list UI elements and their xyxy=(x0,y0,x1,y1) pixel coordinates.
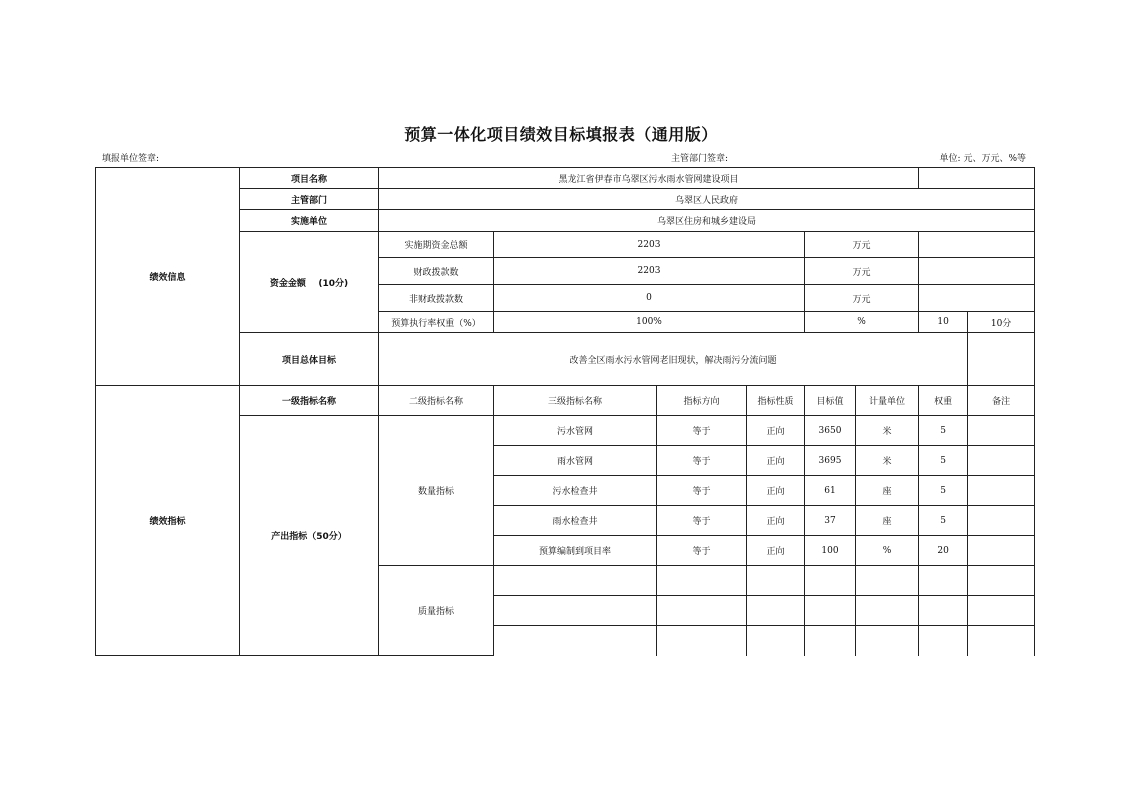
indicator-target: 3695 xyxy=(805,446,856,476)
indicator-direction: 等于 xyxy=(657,476,747,506)
fund-extra xyxy=(919,258,1035,285)
empty-cell xyxy=(747,596,805,626)
indicator-nature: 正向 xyxy=(747,506,805,536)
empty-cell xyxy=(856,596,919,626)
fund-label: 实施期资金总额 xyxy=(379,232,494,258)
header-unit: 计量单位 xyxy=(856,386,919,416)
info-section-label: 绩效信息 xyxy=(96,168,240,386)
empty-cell xyxy=(747,626,805,656)
dept-label: 主管部门 xyxy=(240,189,379,210)
indicator-direction: 等于 xyxy=(657,416,747,446)
fund-unit: 万元 xyxy=(805,285,919,312)
indicators-section-label: 绩效指标 xyxy=(96,386,240,656)
indicator-remark xyxy=(968,476,1035,506)
indicator-unit: 米 xyxy=(856,446,919,476)
indicator-name: 雨水管网 xyxy=(494,446,657,476)
empty-cell xyxy=(968,596,1035,626)
indicator-weight: 5 xyxy=(919,446,968,476)
overall-goal-label: 项目总体目标 xyxy=(240,333,379,386)
indicator-unit: % xyxy=(856,536,919,566)
indicator-nature: 正向 xyxy=(747,536,805,566)
indicator-header-row xyxy=(96,386,1035,416)
empty-cell xyxy=(805,626,856,656)
header-remark: 备注 xyxy=(968,386,1035,416)
indicator-nature: 正向 xyxy=(747,446,805,476)
performance-target-table xyxy=(95,167,1035,656)
indicator-remark xyxy=(968,446,1035,476)
project-name-value: 黑龙江省伊春市乌翠区污水雨水管网建设项目 xyxy=(379,168,919,189)
empty-cell xyxy=(856,626,919,656)
empty-cell xyxy=(494,596,657,626)
empty-cell xyxy=(657,626,747,656)
empty-cell xyxy=(657,596,747,626)
empty-cell xyxy=(494,626,657,656)
indicator-unit: 米 xyxy=(856,416,919,446)
empty-cell xyxy=(494,566,657,596)
form-title: 预算一体化项目绩效目标填报表（通用版） xyxy=(404,125,718,144)
header-level3: 三级指标名称 xyxy=(494,386,657,416)
header-nature: 指标性质 xyxy=(747,386,805,416)
fund-unit: 万元 xyxy=(805,232,919,258)
empty-cell xyxy=(919,626,968,656)
impl-value: 乌翠区住房和城乡建设局 xyxy=(379,210,1035,232)
fund-label: 非财政拨款数 xyxy=(379,285,494,312)
empty-cell xyxy=(919,596,968,626)
fund-extra xyxy=(919,285,1035,312)
indicator-target: 3650 xyxy=(805,416,856,446)
overall-goal-value: 改善全区雨水污水管网老旧现状，解决雨污分流问题 xyxy=(379,333,968,386)
empty-cell xyxy=(968,566,1035,596)
project-name-row xyxy=(96,168,1035,189)
indicator-weight: 5 xyxy=(919,416,968,446)
exec-rate-weight: 10 xyxy=(919,312,968,333)
fund-value: 0 xyxy=(494,285,805,312)
project-name-extra xyxy=(919,168,1035,189)
empty-cell xyxy=(747,566,805,596)
indicator-name: 雨水检查井 xyxy=(494,506,657,536)
indicator-remark xyxy=(968,506,1035,536)
indicator-unit: 座 xyxy=(856,476,919,506)
unit-note: 单位: 元、万元、%等 xyxy=(939,154,1026,164)
indicator-nature: 正向 xyxy=(747,416,805,446)
impl-label: 实施单位 xyxy=(240,210,379,232)
header-level1: 一级指标名称 xyxy=(240,386,379,416)
project-name-label: 项目名称 xyxy=(240,168,379,189)
fund-unit: 万元 xyxy=(805,258,919,285)
indicator-direction: 等于 xyxy=(657,506,747,536)
exec-rate-label: 预算执行率权重（%） xyxy=(379,312,494,333)
indicator-unit: 座 xyxy=(856,506,919,536)
header-weight: 权重 xyxy=(919,386,968,416)
fund-extra xyxy=(919,232,1035,258)
indicator-direction: 等于 xyxy=(657,536,747,566)
empty-cell xyxy=(919,566,968,596)
header-target: 目标值 xyxy=(805,386,856,416)
overall-goal-extra xyxy=(968,333,1035,386)
fill-unit-signature: 填报单位签章: xyxy=(102,154,160,164)
empty-cell xyxy=(657,566,747,596)
indicator-nature: 正向 xyxy=(747,476,805,506)
fund-label: 财政拨款数 xyxy=(379,258,494,285)
funds-label-cell xyxy=(240,232,379,333)
indicator-name: 污水检查井 xyxy=(494,476,657,506)
indicator-target: 61 xyxy=(805,476,856,506)
indicator-name: 污水管网 xyxy=(494,416,657,446)
indicator-weight: 5 xyxy=(919,506,968,536)
indicator-weight: 5 xyxy=(919,476,968,506)
header-direction: 指标方向 xyxy=(657,386,747,416)
exec-rate-value: 100% xyxy=(494,312,805,333)
indicator-target: 37 xyxy=(805,506,856,536)
indicator-weight: 20 xyxy=(919,536,968,566)
funds-score: (10分) xyxy=(318,278,349,289)
fund-value: 2203 xyxy=(494,258,805,285)
dept-signature: 主管部门签章: xyxy=(671,154,729,164)
indicator-name: 预算编制到项目率 xyxy=(494,536,657,566)
funds-label: 资金金额 xyxy=(269,278,306,289)
quality-indicator-label: 质量指标 xyxy=(379,566,494,656)
empty-cell xyxy=(805,566,856,596)
dept-value: 乌翠区人民政府 xyxy=(379,189,1035,210)
indicator-remark xyxy=(968,536,1035,566)
exec-rate-unit: % xyxy=(805,312,919,333)
empty-cell xyxy=(856,566,919,596)
fund-value: 2203 xyxy=(494,232,805,258)
quantity-indicator-label: 数量指标 xyxy=(379,416,494,566)
output-indicator-label: 产出指标（50分） xyxy=(240,416,379,656)
indicator-remark xyxy=(968,416,1035,446)
indicator-direction: 等于 xyxy=(657,446,747,476)
exec-rate-score: 10分 xyxy=(968,312,1035,333)
empty-cell xyxy=(805,596,856,626)
indicator-target: 100 xyxy=(805,536,856,566)
empty-cell xyxy=(968,626,1035,656)
header-level2: 二级指标名称 xyxy=(379,386,494,416)
